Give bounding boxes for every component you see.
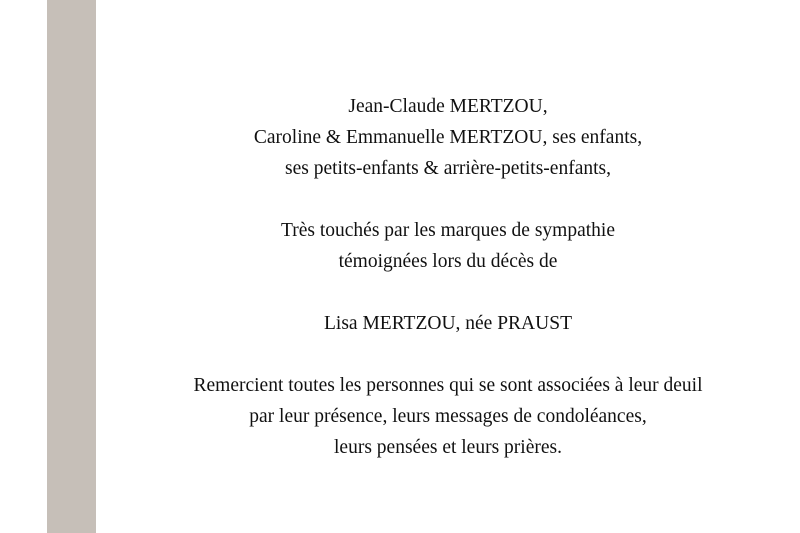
family-line: Caroline & Emmanuelle MERTZOU, ses enfants, (253, 127, 643, 148)
thanks-block (96, 370, 800, 463)
thanks-line: Remercient toutes les personnes qui se sont associées à leur deuil (193, 375, 703, 396)
deceased-name: Lisa MERTZOU, née PRAUST (324, 313, 572, 334)
family-line: Jean-Claude MERTZOU, (348, 96, 548, 117)
card-text (96, 91, 800, 463)
thanks-line: par leur présence, leurs messages de condoléances, (249, 406, 647, 427)
deceased-block (96, 308, 800, 339)
decorative-side-band (47, 0, 96, 533)
thanks-line: leurs pensées et leurs prières. (334, 437, 562, 458)
sympathy-block (96, 215, 800, 277)
sympathy-line: Très touchés par les marques de sympathie (281, 220, 615, 241)
family-line: ses petits-enfants & arrière-petits-enfants, (285, 158, 611, 179)
family-names-block (96, 91, 800, 184)
sympathy-line: témoignées lors du décès de (338, 251, 558, 272)
